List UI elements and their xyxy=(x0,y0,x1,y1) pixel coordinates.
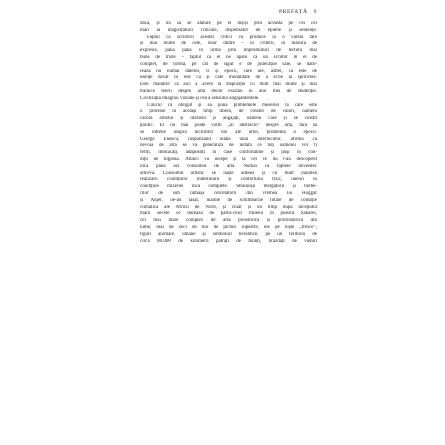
text-line: marii secete ce durează de patru-cinci milenii în pustiul Saharei, xyxy=(140,211,317,217)
text-line: dacă, și nu să se alăture pe ei înșiși prin aceasta pe cei cei xyxy=(140,21,317,26)
text-line: circa 80.000 de kilometri pătrați de munți, brazdați de văduri xyxy=(140,238,317,244)
running-head xyxy=(279,9,317,15)
text-line: Este mândrie că aici a avem la dispoziție cu mult mai multe și mai xyxy=(140,82,317,88)
text-line: climatică ale Africii de Nord, și chiar și un timp după începutul xyxy=(140,204,317,210)
text-line: altceva. Consumul artistic se naște adesea și cu mult înaintea xyxy=(140,170,317,176)
body-text xyxy=(140,21,317,245)
text-line: George Enescu, răspunzând odată unui interlocutor, afirmă că xyxy=(140,136,317,142)
text-line: Cinicul că obligat și să pună problemele meseriei la care este xyxy=(147,102,317,108)
running-title: PREFAȚĂ xyxy=(278,9,308,15)
text-line: lume, mai de zeci de mii de picturi rupestre, ele pe niște „fresce”, xyxy=(140,224,317,230)
text-line: complet, de forma, pe cât de sigur e de judecățile sale, se dato- xyxy=(140,61,317,67)
text-line: Faptul că scriitorii acestei critici va produce la o vârstă tare xyxy=(147,34,317,40)
text-line: și mai multe de cele, doar dintre – în criterii, în măsura de xyxy=(140,41,317,47)
text-line: feriți, îmbrăcați, adăpostiți în case confortabile și puși în con- xyxy=(140,150,317,156)
text-line: cărora artistul și literatul și angajați, oameni care și se cinstit xyxy=(140,116,317,122)
text-line: expresie, până până în urmă prin împrumuturi de lectură mai xyxy=(140,48,317,54)
text-line: rează nu numai datelor, ci și epocii, care are, astfel, că este de xyxy=(140,68,317,74)
text-line: încă până azi consumul de artă. Numai că faptele dovedesc xyxy=(140,163,317,169)
text-line: cel mai mare complex de artă preistorică și protoistorică din xyxy=(140,218,317,224)
text-line: realizării condițiilor îndestulării și confortului fizic, uneori în xyxy=(140,177,317,183)
text-line: rilor de sub cămașa cercetătorii din vremea lui Hoggar xyxy=(140,190,317,196)
text-line: politic. El nu mai poate vorbi „în abstracto” despre artă, fără să xyxy=(140,122,317,128)
text-line: trainice teorii despre artă decât existau în anii mei de studenție. xyxy=(140,88,317,94)
text-line: esențe decât în rest ca și cale modalitate de a scrie la sprincele. xyxy=(140,75,317,81)
text-line: diții de higienă. Atunci va începe și la cei ce nu l-au descoperit xyxy=(140,156,317,162)
text-line: și Adjer, ne-au lăsat, înainte de schimbările totale de condiție xyxy=(140,197,317,203)
text-line: se întrebe asupra lucrurilor noi ale artei, problemă a epocii. xyxy=(140,129,317,135)
text-line: figuri animale, umane și simboluri heraldice, pe un teritoriu de xyxy=(140,231,317,237)
page-number: 9 xyxy=(313,9,317,15)
text-line: condițiile mizeriei încă complete. Străinoșii mergătorii și berbe- xyxy=(140,184,317,190)
text-line: Civilizația imaginii vizuale și cea a sensului angajamentele. xyxy=(140,95,260,101)
text-line: bune de triste – faptul că el ne apare ca un scriitor în el de xyxy=(140,54,317,60)
text-line: nevoia de artă se va generaliza de îndată ce toți oamenii vor fi xyxy=(140,143,317,149)
text-line: mari ai magistraturii criticale, dispensator de epitete și sentențe. xyxy=(140,27,317,33)
text-line: o profesie în același timp liberă, de creator de valori, oameni xyxy=(140,109,317,115)
